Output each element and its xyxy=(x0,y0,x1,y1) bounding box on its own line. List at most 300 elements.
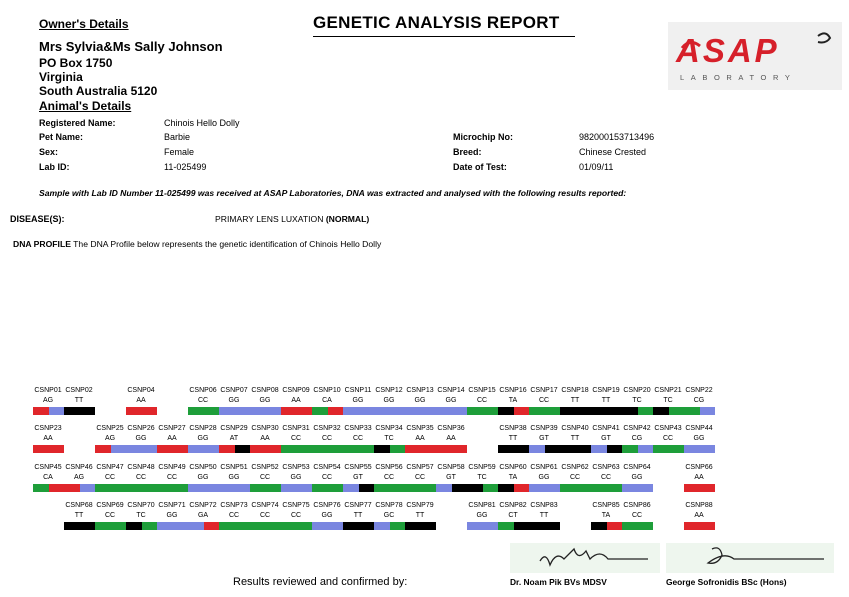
snp-name: CSNP09 xyxy=(282,387,310,394)
allele-color-bar xyxy=(173,445,189,453)
allele-color-bar xyxy=(173,522,189,530)
snp-name: CSNP75 xyxy=(282,502,310,509)
snp-allele: CC xyxy=(631,512,643,519)
owner-name: Mrs Sylvia&Ms Sally Johnson xyxy=(39,39,223,54)
snp-allele: CC xyxy=(290,512,302,519)
allele-color-bar xyxy=(390,484,406,492)
snp-allele: AA xyxy=(260,435,270,442)
allele-color-bar xyxy=(529,484,545,492)
allele-color-bar xyxy=(312,407,328,415)
snp-name: CSNP13 xyxy=(406,387,434,394)
snp-name: CSNP33 xyxy=(344,425,372,432)
sex-value: Female xyxy=(164,147,195,157)
allele-color-bar xyxy=(669,407,685,415)
allele-color-bar xyxy=(700,522,716,530)
snp-name: CSNP76 xyxy=(313,502,341,509)
allele-color-bar xyxy=(622,522,638,530)
allele-color-bar xyxy=(312,522,328,530)
allele-color-bar xyxy=(188,407,204,415)
asap-laboratory-logo xyxy=(668,22,842,90)
snp-allele: TA xyxy=(508,474,518,481)
snp-name: CSNP23 xyxy=(34,425,62,432)
snp-name: CSNP64 xyxy=(623,464,651,471)
allele-color-bar xyxy=(173,484,189,492)
allele-color-bar xyxy=(49,445,65,453)
allele-color-bar xyxy=(545,484,561,492)
allele-color-bar xyxy=(126,445,142,453)
snp-name: CSNP20 xyxy=(623,387,651,394)
allele-color-bar xyxy=(576,407,592,415)
allele-color-bar xyxy=(529,522,545,530)
sex-label: Sex: xyxy=(39,147,59,157)
snp-allele: TT xyxy=(74,512,84,519)
allele-color-bar xyxy=(80,484,96,492)
allele-color-bar xyxy=(64,522,80,530)
signature-1-image xyxy=(510,543,660,573)
allele-color-bar xyxy=(700,484,716,492)
allele-color-bar xyxy=(576,484,592,492)
allele-color-bar xyxy=(235,484,251,492)
snp-name: CSNP06 xyxy=(189,387,217,394)
snp-allele: GG xyxy=(693,435,705,442)
snp-allele: AA xyxy=(694,512,704,519)
allele-color-bar xyxy=(343,445,359,453)
allele-color-bar xyxy=(467,484,483,492)
snp-allele: GG xyxy=(445,397,457,404)
allele-color-bar xyxy=(204,484,220,492)
allele-color-bar xyxy=(374,445,390,453)
allele-color-bar xyxy=(638,522,654,530)
snp-name: CSNP60 xyxy=(499,464,527,471)
snp-allele: CC xyxy=(259,474,271,481)
snp-name: CSNP17 xyxy=(530,387,558,394)
allele-color-bar xyxy=(405,407,421,415)
snp-name: CSNP63 xyxy=(592,464,620,471)
snp-name: CSNP30 xyxy=(251,425,279,432)
snp-allele: GG xyxy=(476,512,488,519)
snp-name: CSNP19 xyxy=(592,387,620,394)
allele-color-bar xyxy=(405,484,421,492)
allele-color-bar xyxy=(390,407,406,415)
snp-allele: CC xyxy=(321,474,333,481)
allele-color-bar xyxy=(204,407,220,415)
allele-color-bar xyxy=(266,522,282,530)
snp-name: CSNP54 xyxy=(313,464,341,471)
allele-color-bar xyxy=(328,484,344,492)
snp-name: CSNP04 xyxy=(127,387,155,394)
snp-allele: CC xyxy=(352,435,364,442)
allele-color-bar xyxy=(142,407,158,415)
snp-allele: GG xyxy=(631,474,643,481)
snp-name: CSNP71 xyxy=(158,502,186,509)
allele-color-bar xyxy=(297,522,313,530)
allele-color-bar xyxy=(95,522,111,530)
allele-color-bar xyxy=(235,522,251,530)
pet-name-label: Pet Name: xyxy=(39,132,84,142)
snp-name: CSNP35 xyxy=(406,425,434,432)
allele-color-bar xyxy=(405,445,421,453)
snp-allele: CC xyxy=(259,512,271,519)
snp-allele: AA xyxy=(694,474,704,481)
snp-name: CSNP38 xyxy=(499,425,527,432)
allele-color-bar xyxy=(49,407,65,415)
snp-name: CSNP29 xyxy=(220,425,248,432)
allele-color-bar xyxy=(188,445,204,453)
allele-color-bar xyxy=(591,522,607,530)
snp-name: CSNP31 xyxy=(282,425,310,432)
snp-name: CSNP22 xyxy=(685,387,713,394)
animal-details-heading: Animal's Details xyxy=(39,99,132,113)
allele-color-bar xyxy=(142,445,158,453)
allele-color-bar xyxy=(343,407,359,415)
snp-name: CSNP56 xyxy=(375,464,403,471)
snp-name: CSNP55 xyxy=(344,464,372,471)
allele-color-bar xyxy=(126,484,142,492)
registered-name-label: Registered Name: xyxy=(39,118,116,128)
snp-allele: AA xyxy=(136,397,146,404)
snp-name: CSNP28 xyxy=(189,425,217,432)
allele-color-bar xyxy=(390,445,406,453)
allele-color-bar xyxy=(622,445,638,453)
allele-color-bar xyxy=(700,445,716,453)
snp-allele: CC xyxy=(569,474,581,481)
allele-color-bar xyxy=(157,522,173,530)
snp-allele: CC xyxy=(662,435,674,442)
disease-result xyxy=(215,214,369,224)
allele-color-bar xyxy=(374,407,390,415)
allele-color-bar xyxy=(111,484,127,492)
allele-color-bar xyxy=(266,407,282,415)
snp-allele: CC xyxy=(166,474,178,481)
snp-name: CSNP34 xyxy=(375,425,403,432)
allele-color-bar xyxy=(188,484,204,492)
snp-allele: CC xyxy=(538,397,550,404)
snp-name: CSNP50 xyxy=(189,464,217,471)
allele-color-bar xyxy=(142,522,158,530)
allele-color-bar xyxy=(33,445,49,453)
snp-allele: AA xyxy=(446,435,456,442)
snp-allele: GG xyxy=(383,397,395,404)
allele-color-bar xyxy=(684,522,700,530)
snp-name: CSNP51 xyxy=(220,464,248,471)
allele-color-bar xyxy=(188,522,204,530)
allele-color-bar xyxy=(498,484,514,492)
snp-name: CSNP02 xyxy=(65,387,93,394)
allele-color-bar xyxy=(204,445,220,453)
owner-address-line2: Virginia xyxy=(39,70,83,84)
allele-color-bar xyxy=(591,445,607,453)
snp-name: CSNP16 xyxy=(499,387,527,394)
microchip-label: Microchip No: xyxy=(453,132,513,142)
snp-allele: AG xyxy=(104,435,116,442)
allele-color-bar xyxy=(591,407,607,415)
disease-label: DISEASE(S): xyxy=(10,214,65,224)
snp-allele: AG xyxy=(42,397,54,404)
snp-allele: CC xyxy=(414,474,426,481)
snp-name: CSNP78 xyxy=(375,502,403,509)
allele-color-bar xyxy=(607,484,623,492)
breed-label: Breed: xyxy=(453,147,482,157)
snp-name: CSNP14 xyxy=(437,387,465,394)
allele-color-bar xyxy=(359,484,375,492)
snp-allele: CT xyxy=(508,512,518,519)
allele-color-bar xyxy=(653,407,669,415)
snp-allele: CC xyxy=(104,512,116,519)
snp-allele: GT xyxy=(353,474,363,481)
allele-color-bar xyxy=(297,484,313,492)
snp-allele: AA xyxy=(415,435,425,442)
snp-name: CSNP32 xyxy=(313,425,341,432)
allele-color-bar xyxy=(421,407,437,415)
snp-name: CSNP72 xyxy=(189,502,217,509)
snp-name: CSNP12 xyxy=(375,387,403,394)
allele-color-bar xyxy=(359,407,375,415)
signature-1-box xyxy=(510,543,660,573)
snp-allele: TC xyxy=(136,512,146,519)
allele-color-bar xyxy=(421,484,437,492)
snp-name: CSNP73 xyxy=(220,502,248,509)
allele-color-bar xyxy=(560,407,576,415)
allele-color-bar xyxy=(80,522,96,530)
snp-name: CSNP45 xyxy=(34,464,62,471)
owner-details-heading: Owner's Details xyxy=(39,17,129,31)
allele-color-bar xyxy=(483,484,499,492)
snp-allele: GT xyxy=(446,474,456,481)
snp-name: CSNP36 xyxy=(437,425,465,432)
snp-allele: GG xyxy=(259,397,271,404)
allele-color-bar xyxy=(498,445,514,453)
snp-allele: CC xyxy=(476,397,488,404)
allele-color-bar xyxy=(669,445,685,453)
snp-allele: TT xyxy=(353,512,363,519)
snp-name: CSNP86 xyxy=(623,502,651,509)
allele-color-bar xyxy=(204,522,220,530)
snp-allele: TT xyxy=(570,435,580,442)
allele-color-bar xyxy=(219,445,235,453)
owner-address-line1: PO Box 1750 xyxy=(39,56,113,70)
allele-color-bar xyxy=(266,484,282,492)
snp-allele: TT xyxy=(570,397,580,404)
date-of-test-value: 01/09/11 xyxy=(579,162,614,172)
snp-allele: GG xyxy=(135,435,147,442)
snp-name: CSNP66 xyxy=(685,464,713,471)
owner-address-line3: South Australia 5120 xyxy=(39,84,158,98)
snp-name: CSNP53 xyxy=(282,464,310,471)
snp-allele: GC xyxy=(383,512,395,519)
allele-color-bar xyxy=(653,445,669,453)
allele-color-bar xyxy=(607,445,623,453)
allele-color-bar xyxy=(421,522,437,530)
snp-name: CSNP08 xyxy=(251,387,279,394)
allele-color-bar xyxy=(684,445,700,453)
snp-name: CSNP49 xyxy=(158,464,186,471)
allele-color-bar xyxy=(545,445,561,453)
snp-allele: AG xyxy=(73,474,85,481)
snp-allele: CG xyxy=(693,397,705,404)
allele-color-bar xyxy=(297,445,313,453)
snp-allele: CA xyxy=(322,397,332,404)
allele-color-bar xyxy=(33,407,49,415)
snp-name: CSNP43 xyxy=(654,425,682,432)
snp-allele: GA xyxy=(197,512,209,519)
allele-color-bar xyxy=(250,484,266,492)
allele-color-bar xyxy=(638,484,654,492)
snp-allele: TT xyxy=(415,512,425,519)
snp-name: CSNP62 xyxy=(561,464,589,471)
snp-allele: TT xyxy=(539,512,549,519)
snp-name: CSNP70 xyxy=(127,502,155,509)
snp-name: CSNP48 xyxy=(127,464,155,471)
snp-name: CSNP83 xyxy=(530,502,558,509)
allele-color-bar xyxy=(576,445,592,453)
disease-name: PRIMARY LENS LUXATION xyxy=(215,214,324,224)
snp-name: CSNP52 xyxy=(251,464,279,471)
snp-name: CSNP88 xyxy=(685,502,713,509)
allele-color-bar xyxy=(545,522,561,530)
snp-allele: GT xyxy=(539,435,549,442)
allele-color-bar xyxy=(64,407,80,415)
snp-name: CSNP10 xyxy=(313,387,341,394)
allele-color-bar xyxy=(545,407,561,415)
allele-color-bar xyxy=(436,484,452,492)
snp-name: CSNP69 xyxy=(96,502,124,509)
sample-note: Sample with Lab ID Number 11-025499 was received at ASAP Laboratories, DNA was extracted and analysed with the following results reported: xyxy=(39,188,627,198)
allele-color-bar xyxy=(157,484,173,492)
allele-color-bar xyxy=(560,484,576,492)
snp-name: CSNP42 xyxy=(623,425,651,432)
snp-allele: AA xyxy=(291,397,301,404)
allele-color-bar xyxy=(591,484,607,492)
logo-wordmark: ASAP xyxy=(676,32,780,69)
allele-color-bar xyxy=(421,445,437,453)
snp-name: CSNP01 xyxy=(34,387,62,394)
snp-allele: CG xyxy=(631,435,643,442)
allele-color-bar xyxy=(452,484,468,492)
snp-name: CSNP58 xyxy=(437,464,465,471)
microchip-value: 982000153713496 xyxy=(579,132,655,142)
allele-color-bar xyxy=(235,445,251,453)
snp-name: CSNP40 xyxy=(561,425,589,432)
snp-name: CSNP44 xyxy=(685,425,713,432)
allele-color-bar xyxy=(700,407,716,415)
allele-color-bar xyxy=(359,445,375,453)
allele-color-bar xyxy=(529,445,545,453)
snp-allele: TT xyxy=(508,435,518,442)
snp-name: CSNP46 xyxy=(65,464,93,471)
snp-name: CSNP59 xyxy=(468,464,496,471)
allele-color-bar xyxy=(281,522,297,530)
snp-name: CSNP82 xyxy=(499,502,527,509)
snp-allele: CC xyxy=(135,474,147,481)
snp-allele: GG xyxy=(228,397,240,404)
allele-color-bar xyxy=(49,484,65,492)
snp-allele: CC xyxy=(197,397,209,404)
allele-color-bar xyxy=(514,522,530,530)
allele-color-bar xyxy=(607,522,623,530)
snp-name: CSNP39 xyxy=(530,425,558,432)
allele-color-bar xyxy=(514,484,530,492)
snp-allele: CC xyxy=(600,474,612,481)
allele-color-bar xyxy=(142,484,158,492)
allele-color-bar xyxy=(281,407,297,415)
allele-color-bar xyxy=(436,445,452,453)
dna-profile-text: The DNA Profile below represents the genetic identification of Chinois Hello Dolly xyxy=(73,239,382,249)
allele-color-bar xyxy=(684,407,700,415)
allele-color-bar xyxy=(343,484,359,492)
snp-name: CSNP77 xyxy=(344,502,372,509)
snp-allele: AA xyxy=(43,435,53,442)
title-underline xyxy=(313,36,575,37)
allele-color-bar xyxy=(111,522,127,530)
signature-2-box xyxy=(666,543,834,573)
allele-color-bar xyxy=(622,484,638,492)
allele-color-bar xyxy=(467,407,483,415)
allele-color-bar xyxy=(684,484,700,492)
snp-name: CSNP41 xyxy=(592,425,620,432)
snp-allele: AT xyxy=(229,435,239,442)
snp-allele: AA xyxy=(167,435,177,442)
pet-name-value: Barbie xyxy=(164,132,191,142)
logo-subtitle: LABORATORY xyxy=(680,73,797,82)
snp-allele: GG xyxy=(166,512,178,519)
snp-allele: TC xyxy=(477,474,487,481)
snp-allele: TT xyxy=(74,397,84,404)
allele-color-bar xyxy=(452,445,468,453)
snp-name: CSNP85 xyxy=(592,502,620,509)
allele-color-bar xyxy=(297,407,313,415)
snp-allele: GT xyxy=(601,435,611,442)
allele-color-bar xyxy=(111,445,127,453)
snp-name: CSNP27 xyxy=(158,425,186,432)
allele-color-bar xyxy=(312,484,328,492)
snp-name: CSNP79 xyxy=(406,502,434,509)
allele-color-bar xyxy=(514,445,530,453)
allele-color-bar xyxy=(374,522,390,530)
snp-name: CSNP07 xyxy=(220,387,248,394)
allele-color-bar xyxy=(126,522,142,530)
registered-name-value: Chinois Hello Dolly xyxy=(164,118,240,128)
allele-color-bar xyxy=(219,522,235,530)
snp-name: CSNP26 xyxy=(127,425,155,432)
snp-allele: GG xyxy=(352,397,364,404)
snp-allele: GG xyxy=(228,474,240,481)
signer-2-name: George Sofronidis BSc (Hons) xyxy=(666,577,787,587)
allele-color-bar xyxy=(529,407,545,415)
snp-allele: CC xyxy=(383,474,395,481)
allele-color-bar xyxy=(390,522,406,530)
date-of-test-label: Date of Test: xyxy=(453,162,507,172)
allele-color-bar xyxy=(498,522,514,530)
snp-name: CSNP47 xyxy=(96,464,124,471)
snp-allele: TA xyxy=(601,512,611,519)
snp-allele: TC xyxy=(384,435,394,442)
allele-color-bar xyxy=(328,522,344,530)
lab-id-label: Lab ID: xyxy=(39,162,70,172)
snp-allele: TC xyxy=(632,397,642,404)
snp-name: CSNP81 xyxy=(468,502,496,509)
snp-allele: CC xyxy=(321,435,333,442)
snp-allele: GG xyxy=(197,474,209,481)
signature-2-image xyxy=(666,543,834,573)
allele-color-bar xyxy=(343,522,359,530)
snp-name: CSNP68 xyxy=(65,502,93,509)
snp-allele: CC xyxy=(104,474,116,481)
allele-color-bar xyxy=(405,522,421,530)
allele-color-bar xyxy=(638,407,654,415)
snp-allele: CC xyxy=(228,512,240,519)
allele-color-bar xyxy=(95,445,111,453)
allele-color-bar xyxy=(607,407,623,415)
